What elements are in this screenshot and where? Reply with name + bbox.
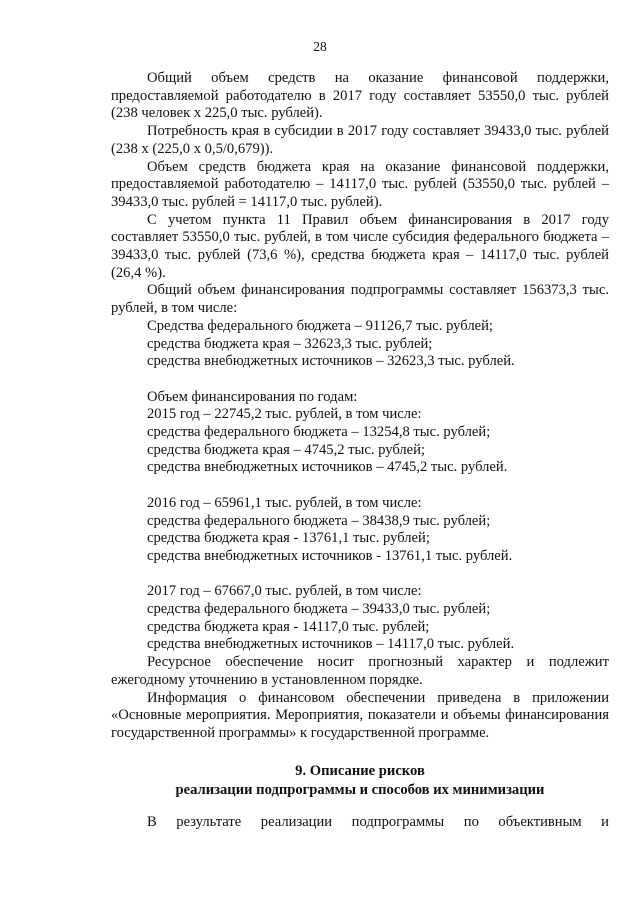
document-body bbox=[111, 70, 609, 831]
spacer bbox=[111, 371, 609, 389]
year-2016-regional: средства бюджета края - 13761,1 тыс. рублей; bbox=[147, 530, 430, 547]
paragraph-regional-budget: Объем средств бюджета края на оказание финансовой поддержки, предоставляемой работодателю – 14117,0 тыс. рублей (53550,0 тыс. рублей – 39433,0 тыс. рублей = 14117,0 тыс. рублей). bbox=[111, 158, 609, 210]
paragraph-financing-info: Информация о финансовом обеспечении приведена в приложении «Основные мероприятия. Мероприятия, показатели и объемы финансирования государственной программы» к государственной программе. bbox=[111, 689, 609, 741]
section-heading bbox=[111, 762, 609, 800]
paragraph-total-support: Общий объем средств на оказание финансовой поддержки, предоставляемой работодателю в 2017 году составляет 53550,0 тыс. рублей (238 человек х 225,0 тыс. рублей). bbox=[111, 70, 609, 122]
year-2016-extrabudgetary: средства внебюджетных источников - 13761,1 тыс. рублей. bbox=[147, 547, 513, 564]
year-2017-regional: средства бюджета края - 14117,0 тыс. рублей; bbox=[147, 618, 430, 635]
year-2017-total: 2017 год – 67667,0 тыс. рублей, в том числе: bbox=[147, 583, 422, 600]
total-federal-line: Средства федерального бюджета – 91126,7 тыс. рублей; bbox=[147, 317, 493, 334]
spacer bbox=[111, 477, 609, 495]
total-extrabudgetary-line: средства внебюджетных источников – 32623,3 тыс. рублей. bbox=[147, 353, 515, 370]
year-2015-regional: средства бюджета края – 4745,2 тыс. рублей; bbox=[147, 441, 426, 458]
year-2016-total: 2016 год – 65961,1 тыс. рублей, в том числе: bbox=[147, 494, 422, 511]
paragraph-resource-forecast: Ресурсное обеспечение носит прогнозный характер и подлежит ежегодному уточнению в установленном порядке. bbox=[111, 654, 609, 688]
year-2015-total: 2015 год – 22745,2 тыс. рублей, в том числе: bbox=[147, 406, 422, 423]
year-2017-extrabudgetary: средства внебюджетных источников – 14117,0 тыс. рублей. bbox=[147, 636, 515, 653]
year-2017-federal: средства федерального бюджета – 39433,0 тыс. рублей; bbox=[147, 601, 491, 618]
paragraph-risks-start: В результате реализации подпрограммы по объективным и bbox=[147, 813, 609, 830]
section-heading-line2: реализации подпрограммы и способов их минимизации bbox=[175, 781, 545, 798]
paragraph-subprogram-total: Общий объем финансирования подпрограммы составляет 156373,3 тыс. рублей, в том числе: bbox=[111, 282, 609, 317]
paragraph-rules-financing: С учетом пункта 11 Правил объем финансирования в 2017 году составляет 53550,0 тыс. рублей, в том числе субсидия федерального бюджета – 39433,0 тыс. рублей (73,6 %), средства бюджета края – 14117,0 тыс. рублей (26,4 %). bbox=[111, 211, 609, 281]
spacer bbox=[111, 566, 609, 584]
page-number: 28 bbox=[313, 39, 327, 54]
year-2016-federal: средства федерального бюджета – 38438,9 тыс. рублей; bbox=[147, 512, 491, 529]
section-heading-line1: 9. Описание рисков bbox=[295, 762, 425, 779]
year-2015-federal: средства федерального бюджета – 13254,8 тыс. рублей; bbox=[147, 424, 491, 441]
paragraph-subsidy-need: Потребность края в субсидии в 2017 году составляет 39433,0 тыс. рублей (238 х (225,0 х 0,5/0,679)). bbox=[111, 123, 609, 157]
by-years-title: Объем финансирования по годам: bbox=[147, 388, 358, 405]
year-2015-extrabudgetary: средства внебюджетных источников – 4745,2 тыс. рублей. bbox=[147, 459, 508, 476]
total-regional-line: средства бюджета края – 32623,3 тыс. рублей; bbox=[147, 335, 433, 352]
